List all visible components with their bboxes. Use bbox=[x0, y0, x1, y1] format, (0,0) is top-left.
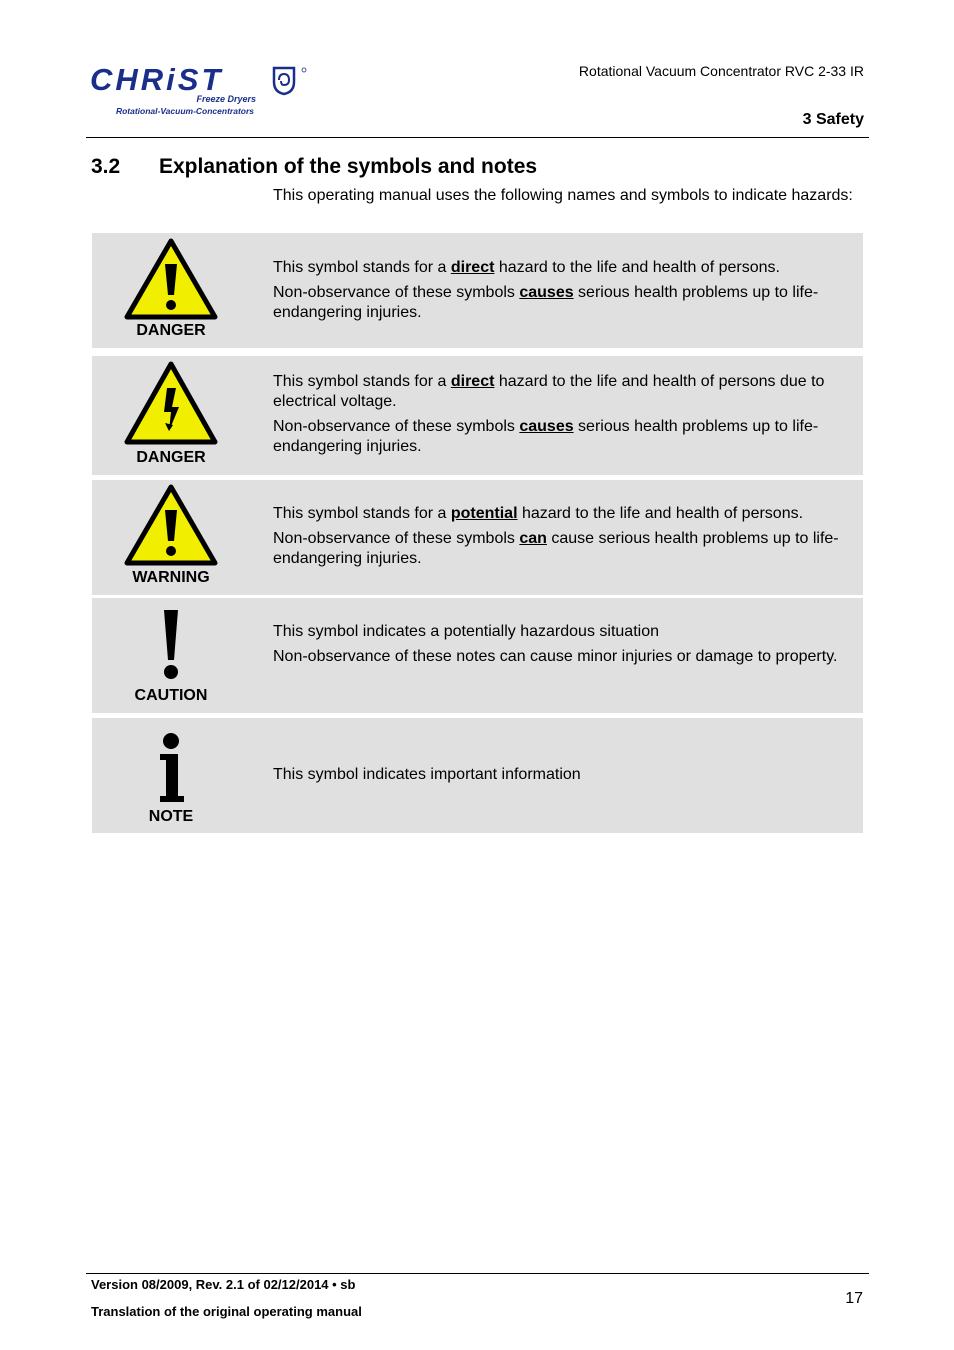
emphasis: direct bbox=[450, 259, 495, 276]
symbol-row-note bbox=[92, 718, 863, 833]
symbol-row-caution bbox=[92, 598, 863, 713]
symbol-description: This symbol indicates a potentially hazardous situation Non-observance of these notes can cause minor injuries or damage to property. bbox=[273, 623, 838, 665]
symbol-cell bbox=[92, 598, 250, 713]
document-title: Rotational Vacuum Concentrator RVC 2-33 IR bbox=[578, 63, 864, 79]
general-warning-triangle-icon bbox=[124, 484, 218, 566]
logo-brand: CHRiST bbox=[90, 62, 224, 97]
logo-tagline-1: Freeze Dryers bbox=[196, 94, 256, 104]
symbol-cell bbox=[92, 480, 250, 595]
symbol-label: DANGER bbox=[136, 322, 206, 339]
symbol-description: This symbol stands for a direct hazard to the life and health of persons due to electrical voltage. Non-observance of these symbols causes serious health problems up to life-endangering injuries. bbox=[273, 373, 825, 455]
symbol-label: CAUTION bbox=[134, 687, 208, 704]
footer-translation-note: Translation of the original operating manual bbox=[91, 1304, 362, 1319]
section-number: 3.2 bbox=[91, 155, 121, 178]
emphasis: potential bbox=[450, 505, 518, 522]
symbol-row-danger bbox=[92, 233, 863, 348]
company-logo bbox=[88, 60, 313, 120]
section-intro: This operating manual uses the following names and symbols to indicate hazards: bbox=[273, 187, 853, 204]
information-i-icon bbox=[124, 732, 218, 804]
electrical-voltage-triangle-icon bbox=[124, 361, 218, 445]
chapter-heading: 3 Safety bbox=[802, 111, 864, 128]
emphasis: causes bbox=[519, 284, 574, 301]
emphasis: causes bbox=[519, 418, 574, 435]
symbol-cell bbox=[92, 233, 250, 348]
symbol-description: This symbol stands for a direct hazard to the life and health of persons. Non-observance of these symbols causes serious health problems up to life-endangering injuries. bbox=[273, 259, 819, 321]
logo-tagline-2: Rotational-Vacuum-Concentrators bbox=[115, 106, 254, 116]
symbol-cell bbox=[92, 356, 250, 475]
exclamation-mark-icon bbox=[124, 608, 218, 682]
symbol-row-danger-electrical bbox=[92, 356, 863, 475]
footer-version: Version 08/2009, Rev. 2.1 of 02/12/2014 • sb bbox=[91, 1277, 356, 1292]
symbol-row-warning bbox=[92, 480, 863, 595]
symbol-description: This symbol stands for a potential hazard to the life and health of persons. Non-observance of these symbols can cause serious health problems up to life-endangering injuries. bbox=[273, 505, 839, 567]
symbol-description: This symbol indicates important information bbox=[273, 766, 581, 783]
general-warning-triangle-icon bbox=[124, 238, 218, 320]
emphasis: direct bbox=[450, 373, 495, 390]
symbol-label: NOTE bbox=[148, 808, 194, 825]
section-title: Explanation of the symbols and notes bbox=[159, 155, 538, 178]
emphasis: can bbox=[519, 530, 547, 547]
page-number: 17 bbox=[845, 1290, 863, 1307]
symbol-cell bbox=[92, 718, 250, 833]
logo-emblem-icon bbox=[274, 68, 306, 94]
symbol-label: DANGER bbox=[136, 449, 206, 466]
symbol-label: WARNING bbox=[132, 569, 210, 586]
header-divider bbox=[86, 137, 869, 138]
footer-divider bbox=[86, 1273, 869, 1274]
